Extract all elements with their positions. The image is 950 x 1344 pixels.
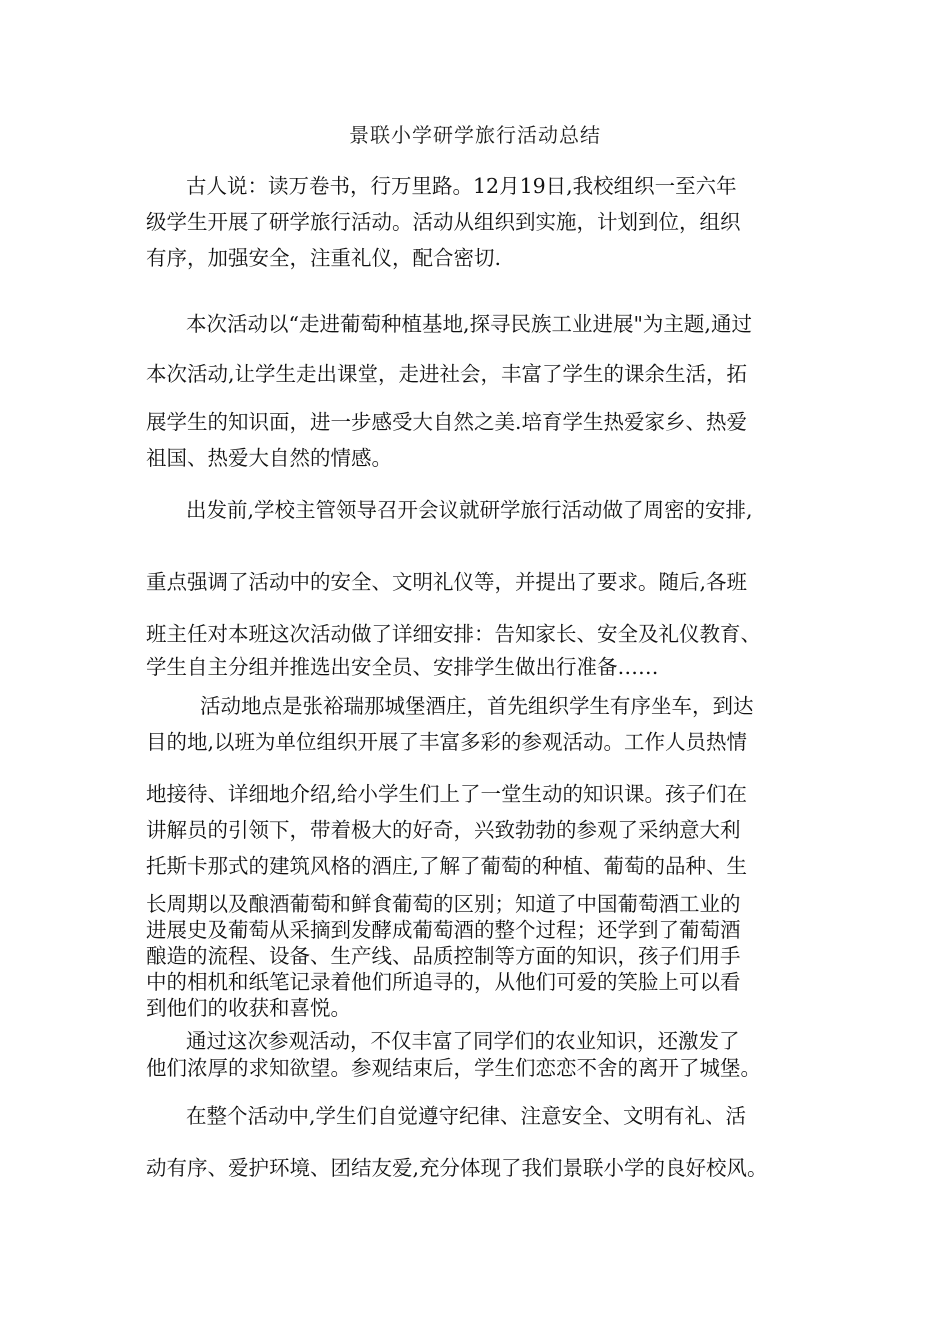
text-line: 展学生的知识面，进一步感受大自然之美.培育学生热爱家乡、热爱: [146, 410, 748, 434]
text-line: 活动地点是张裕瑞那城堡酒庄，首先组织学生有序坐车，到达: [200, 694, 754, 718]
text-line: 重点强调了活动中的安全、文明礼仪等，并提出了要求。随后,各班: [146, 570, 748, 594]
text-line: 酿造的流程、设备、生产线、品质控制等方面的知识，孩子们用手: [146, 944, 741, 968]
text-line: 到他们的收获和喜悦。: [146, 996, 351, 1020]
text-line: 在整个活动中,学生们自觉遵守纪律、注意安全、文明有礼、活: [186, 1104, 747, 1128]
text-line: 进展史及葡萄从采摘到发酵成葡萄酒的整个过程；还学到了葡萄酒: [146, 918, 741, 942]
text-line: 古人说：读万卷书，行万里路。12月19日,我校组织一至六年: [186, 174, 737, 198]
text-line: 动有序、爱护环境、团结友爱,充分体现了我们景联小学的良好校风。: [146, 1156, 768, 1180]
text-line: 讲解员的引领下，带着极大的好奇，兴致勃勃的参观了采纳意大利: [146, 818, 741, 842]
text-line: 有序，加强安全，注重礼仪，配合密切.: [146, 246, 502, 270]
text-line: 级学生开展了研学旅行活动。活动从组织到实施，计划到位，组织: [146, 210, 741, 234]
text-line: 托斯卡那式的建筑风格的酒庄,了解了葡萄的种植、葡萄的品种、生: [146, 854, 748, 878]
text-line: 祖国、热爱大自然的情感。: [146, 446, 392, 470]
text-line: 他们浓厚的求知欲望。参观结束后，学生们恋恋不舍的离开了城堡。: [146, 1056, 761, 1080]
text-line: 学生自主分组并推选出安全员、安排学生做出行准备……: [146, 655, 659, 679]
text-line: 地接待、详细地介绍,给小学生们上了一堂生动的知识课。孩子们在: [146, 782, 748, 806]
text-line: 本次活动,让学生走出课堂，走进社会，丰富了学生的课余生活，拓: [146, 362, 748, 386]
text-line: 通过这次参观活动，不仅丰富了同学们的农业知识，还激发了: [186, 1029, 740, 1053]
text-line: 班主任对本班这次活动做了详细安排：告知家长、安全及礼仪教育、: [146, 622, 761, 646]
text-line: 出发前,学校主管领导召开会议就研学旅行活动做了周密的安排,: [186, 498, 753, 522]
text-line: 中的相机和纸笔记录着他们所追寻的，从他们可爱的笑脸上可以看: [146, 970, 741, 994]
document-title: 景联小学研学旅行活动总结: [349, 123, 601, 147]
text-line: 目的地,以班为单位组织开展了丰富多彩的参观活动。工作人员热情: [146, 730, 748, 754]
text-line: 本次活动以“走进葡萄种植基地,探寻民族工业进展"为主题,通过: [186, 312, 752, 336]
text-line: 长周期以及酿酒葡萄和鲜食葡萄的区别；知道了中国葡萄酒工业的: [146, 892, 741, 916]
